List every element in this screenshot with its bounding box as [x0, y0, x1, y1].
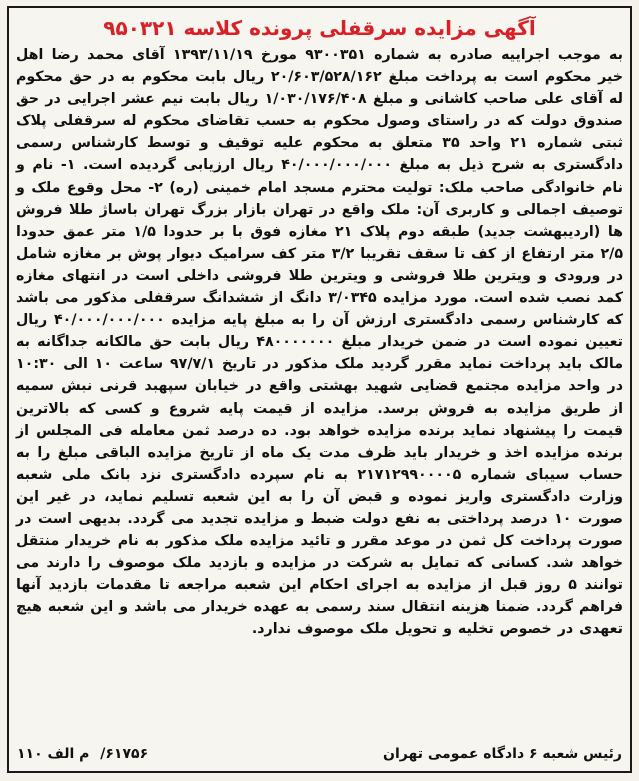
notice-code	[17, 746, 148, 762]
notice-footer	[17, 743, 622, 765]
notice-body-text: به موجب اجراییه صادره به شماره ۹۳۰۰۳۵۱ مورخ ۱۳۹۳/۱۱/۱۹ آقای محمد رضا اهل خیر محکوم است به پرداخت مبلغ ۲۰/۶۰۳/۵۲۸/۱۶۲ ریال بابت محکوم به در حق محکوم له آقای علی صاحب کاشانی و مبلغ ۱/۰۳۰/۱۷۶/۴۰۸ ریال بابت نیم عشر اجرایی در حق صندوق دولت که در راستای وصول محکوم به حسب تقاضای محکوم له سرقفلی پلاک ثبتی شماره ۲۱ واحد ۳۵ متعلق به محکوم علیه توقیف و توسط کارشناس رسمی دادگستری به شرح ذیل به مبلغ ۴۰/۰۰۰/۰۰۰/۰۰۰ ریال ارزیابی گردیده است. ۱- نام و نام خانوادگی صاحب ملک: تولیت محترم مسجد امام خمینی (ره) ۲- محل وقوع ملک و توصیف اجمالی و کاربری آن: ملک واقع در تهران بازار بزرگ تهران باساژ طلا فروش ها (اردیبهشت جدید) طبقه دوم پلاک ۲۱ مغازه فوق با بر حدودا ۱/۵ متر عمق حدودا ۲/۵ متر ارتفاع از کف تا سقف تقریبا ۳/۲ متر کف سرامیک دیوار پوش بر مغازه شامل در ورودی و ویترین طلا فروشی و ویترین طلا فروشی داخلی است در انتهای مغازه کمد نصب شده است. مورد مزایده ۳/۰۳۴۵ دانگ از ششدانگ سرقفلی مذکور می باشد که کارشناس رسمی دادگستری ارزش آن را به مبلغ پایه مزایده ۴۰/۰۰۰/۰۰۰/۰۰۰ ریال تعیین نموده است در ضمن خریدار مبلغ ۴۸۰۰۰۰۰۰۰ ریال بابت حق مالکانه جداگانه به مالک باید پرداخت نماید مقرر گردید ملک مذکور در تاریخ ۹۷/۷/۱ ساعت ۱۰ الی ۱۰:۳۰ در واحد مزایده مجتمع قضایی شهید بهشتی واقع در خیابان سپهبد قرنی نبش سمیه از طریق مزایده به فروش برسد. مزایده از قیمت پایه شروع و کسی که بالاترین قیمت را پیشنهاد نماید برنده مزایده خواهد بود. ده درصد ثمن معامله فی المجلس از برنده مزایده اخذ و خریدار باید ظرف مدت یک ماه از تاریخ مزایده الباقی مبلغ را به حساب سیبای شماره ۲۱۷۱۲۹۹۰۰۰۰۵ به نام سپرده دادگستری نزد بانک ملی شعبه وزارت دادگستری واریز نموده و قبض آن را به این شعبه تسلیم نماید، در غیر این صورت ۱۰ درصد پرداختی به نفع دولت ضبط و مزایده تجدید می گردد. بدیهی است در صورت پرداخت کل ثمن در موعد مقرر و تائید مزایده ملک مذکور به نام خریدار منتقل خواهد شد. کسانی که تمایل به شرکت در مزایده و بازدید ملک موصوف را دارند می توانند ۵ روز قبل از مزایده به اجرای احکام این شعبه مراجعه تا مقدمات بازدید آنها فراهم گردد. ضمنا هزینه انتقال سند رسمی به عهده خریدار می باشد و این شعبه هیچ تعهدی در خصوص تخلیه و تحویل ملک موصوف ندارد.	[16, 47, 624, 638]
notice-signer: رئیس شعبه ۶ دادگاه عمومی تهران	[383, 746, 622, 762]
notice-title: آگهی مزایده سرقفلی پرونده کلاسه ۹۵۰۳۲۱	[103, 16, 536, 40]
notice-body	[9, 44, 630, 641]
notice-code-prefix: م الف ۱۱۰	[17, 746, 90, 762]
notice-frame	[7, 6, 632, 773]
notice-code-number: ۶۱۷۵۶/	[100, 746, 149, 762]
